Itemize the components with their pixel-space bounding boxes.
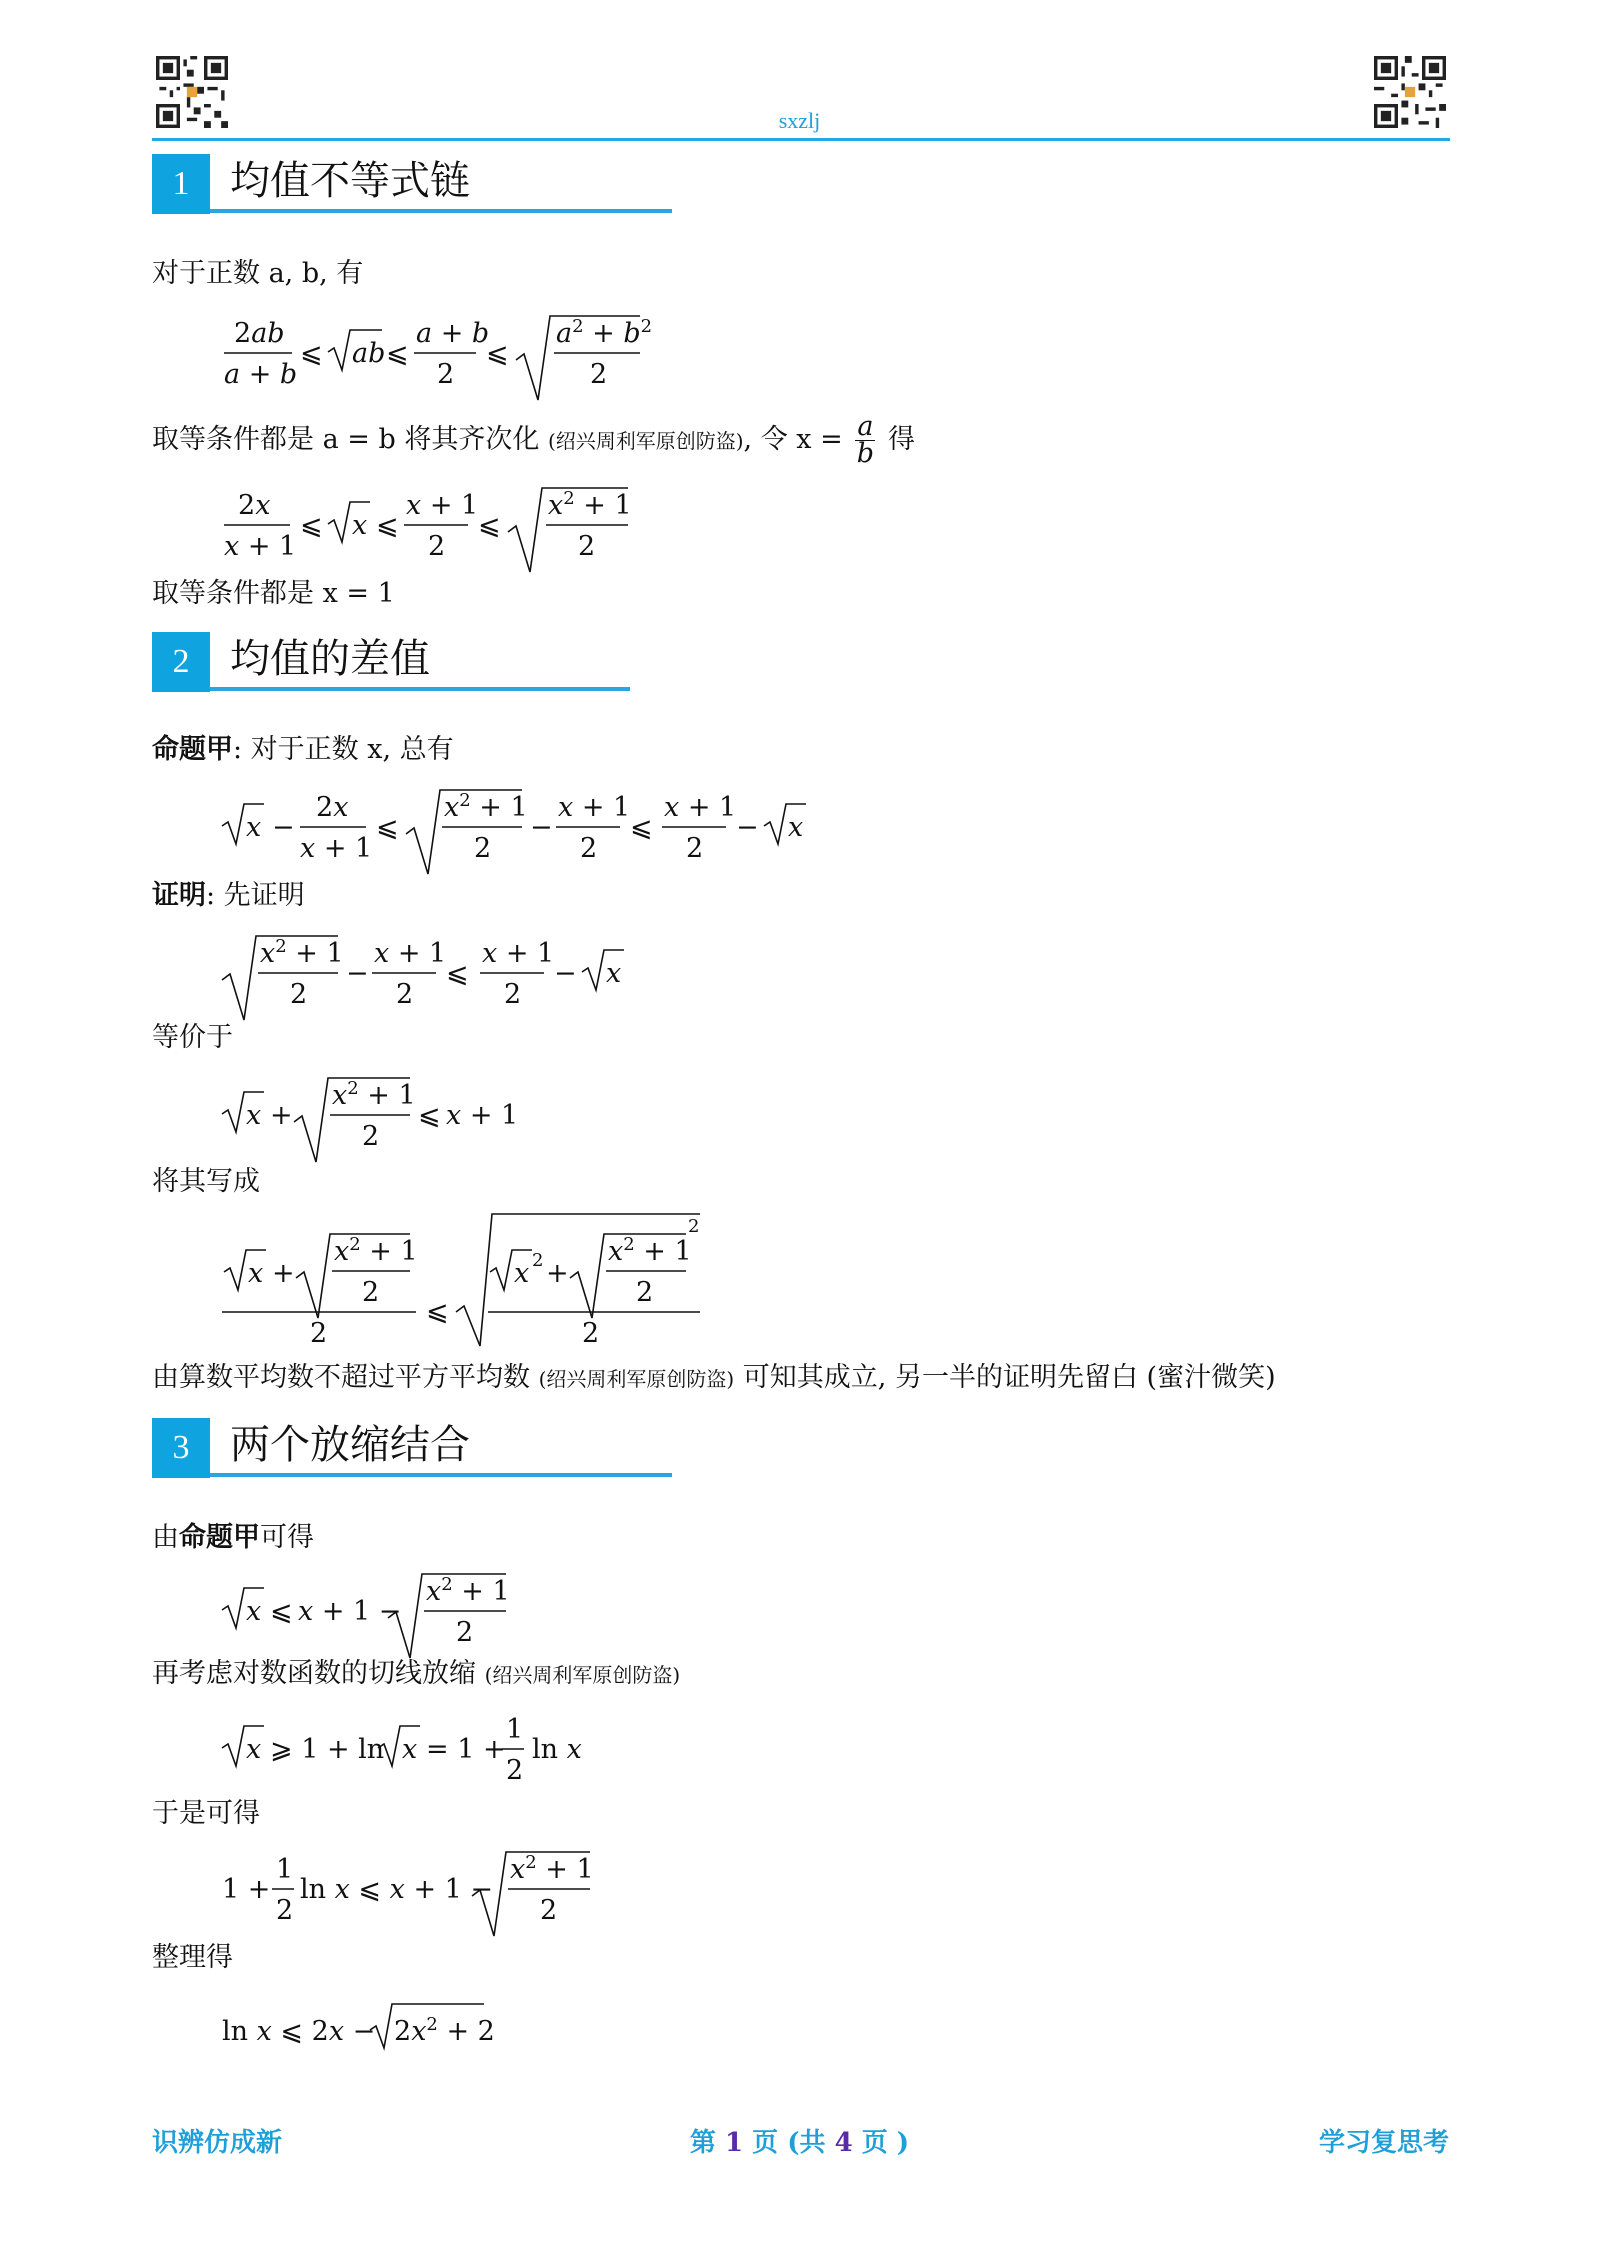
svg-text:x: x	[246, 1734, 262, 1765]
formula-bound-1	[220, 1570, 680, 1666]
svg-text:ab: ab	[352, 338, 386, 369]
svg-text:−: −	[346, 958, 369, 989]
svg-text:⩽: ⩽	[300, 510, 323, 541]
watermark-note: (绍兴周利军原创防盗)	[547, 429, 744, 453]
svg-text:x: x	[402, 1734, 418, 1765]
svg-text:2: 2	[310, 1318, 328, 1348]
svg-text:x2 + 1: $x^2 + 1$	[608, 1234, 692, 1267]
s1-equal-condition: 取等条件都是 a = b 将其齐次化 (绍兴周利军原创防盗), 令 x = $\frac{a}{b}$ 得	[152, 411, 916, 469]
svg-text:2: 2	[276, 1895, 294, 1926]
s3-from-proposition: 由命题甲可得	[152, 1522, 314, 1553]
section-underline	[210, 1473, 672, 1477]
svg-text:−: −	[736, 812, 759, 843]
formula-proof-step-1	[220, 932, 680, 1028]
svg-text:2: 2	[578, 531, 596, 562]
formula-equivalent	[220, 1074, 680, 1170]
svg-text:a2 + b2: $a^2 + b^2$	[556, 316, 653, 349]
svg-text:ln x ⩽ x + 1 −: ln x ⩽ x + 1 −	[300, 1874, 494, 1905]
footer-left-motto: 识辨仿成新	[152, 2128, 283, 2158]
svg-text:⩽: ⩽	[270, 1596, 293, 1627]
svg-text:ln x: ln x	[532, 1734, 582, 1765]
section-underline	[210, 209, 672, 213]
svg-text:⩽: ⩽	[630, 812, 653, 843]
header-site-name: sxzlj	[778, 108, 821, 133]
svg-text:x2 + 1: $x^2 + 1$	[332, 1078, 416, 1111]
svg-text:x + 1: x + 1	[224, 531, 297, 562]
svg-text:⩽: ⩽	[418, 1100, 441, 1131]
svg-text:x: x	[514, 1258, 530, 1289]
svg-text:x + 1: x + 1	[446, 1100, 519, 1131]
svg-text:x: x	[246, 812, 262, 843]
svg-text:⩽: ⩽	[486, 338, 509, 369]
svg-text:2: 2	[540, 1895, 558, 1926]
section-title: 均值的差值	[230, 636, 430, 682]
formula-mean-chain-ab	[220, 312, 680, 408]
section-number: 1	[152, 154, 210, 214]
svg-text:2: 2	[532, 1250, 544, 1271]
s3-tangent: 再考虑对数函数的切线放缩 (绍兴周利军原创防盗)	[152, 1658, 681, 1689]
svg-text:1: 1	[506, 1714, 524, 1745]
svg-text:⩽: ⩽	[386, 338, 409, 369]
formula-mean-chain-x	[220, 484, 680, 580]
svg-text:1 +: 1 +	[222, 1874, 271, 1905]
svg-text:x2 + 1: $x^2 + 1$	[334, 1234, 418, 1267]
svg-text:x2 + 1: $x^2 + 1$	[510, 1852, 594, 1885]
svg-text:= 1 +: = 1 +	[426, 1734, 506, 1765]
svg-text:2: 2	[504, 979, 522, 1010]
formula-log-tangent	[220, 1708, 680, 1804]
svg-text:⩽: ⩽	[300, 338, 323, 369]
svg-text:2: 2	[474, 833, 492, 864]
svg-text:x: x	[246, 1596, 262, 1627]
svg-text:2: 2	[636, 1277, 654, 1308]
s2-equivalent: 等价于	[152, 1022, 233, 1053]
svg-text:ln x ⩽ 2x −: ln x ⩽ 2x −	[222, 2016, 376, 2047]
s1-intro: 对于正数 a, b, 有	[152, 258, 364, 289]
svg-text:+: +	[272, 1258, 295, 1289]
proof-label: 证明	[152, 880, 206, 911]
svg-text:x + 1: x + 1	[374, 938, 447, 969]
svg-text:⩽: ⩽	[426, 1296, 449, 1327]
svg-text:+: +	[270, 1100, 293, 1131]
header-rule	[152, 138, 1450, 141]
svg-text:x + 1: x + 1	[558, 792, 631, 823]
formula-proposition-a	[220, 786, 840, 882]
page-total: 4	[834, 2128, 853, 2158]
svg-text:2x: 2x	[238, 490, 271, 521]
svg-text:x2 + 1: $x^2 + 1$	[426, 1574, 510, 1607]
svg-text:1: 1	[276, 1854, 294, 1885]
section-title: 均值不等式链	[230, 158, 470, 204]
svg-text:x: x	[246, 1100, 262, 1131]
watermark-note: (绍兴周利军原创防盗)	[484, 1663, 681, 1687]
svg-text:2: 2	[506, 1755, 524, 1786]
svg-text:2: 2	[590, 359, 608, 390]
svg-text:x + 1: x + 1	[482, 938, 555, 969]
svg-text:x: x	[606, 958, 622, 989]
s3-tidy: 整理得	[152, 1942, 233, 1973]
svg-text:2: 2	[437, 359, 455, 390]
svg-text:−: −	[530, 812, 553, 843]
fraction-a-over-b: $\frac{a}{b}$	[856, 411, 875, 469]
svg-text:2: 2	[362, 1121, 380, 1152]
proposition-label: 命题甲	[152, 734, 233, 765]
svg-text:a + b: a + b	[416, 318, 490, 349]
svg-text:2: 2	[580, 833, 598, 864]
svg-text:2: 2	[582, 1318, 600, 1348]
svg-text:2: 2	[396, 979, 414, 1010]
svg-text:⩽: ⩽	[478, 510, 501, 541]
s3-thus: 于是可得	[152, 1798, 260, 1829]
svg-text:a + b: a + b	[224, 359, 298, 390]
section-title: 两个放缩结合	[230, 1422, 470, 1468]
svg-text:x2 + 1: $x^2 + 1$	[260, 936, 344, 969]
svg-text:x2 + 1: $x^2 + 1$	[548, 488, 632, 521]
svg-text:⩾ 1 + ln: ⩾ 1 + ln	[270, 1734, 385, 1765]
section-underline	[210, 687, 630, 691]
svg-text:⩽: ⩽	[376, 812, 399, 843]
s2-rewrite: 将其写成	[152, 1166, 260, 1197]
svg-text:+: +	[546, 1258, 569, 1289]
svg-text:2: 2	[428, 531, 446, 562]
svg-text:⩽: ⩽	[376, 510, 399, 541]
svg-text:2x2 + 2: $2x^2 + 2$	[394, 2014, 495, 2047]
formula-rewrite	[220, 1212, 740, 1352]
svg-text:x: x	[788, 812, 804, 843]
svg-text:2x: 2x	[316, 792, 349, 823]
svg-text:−: −	[554, 958, 577, 989]
s1-equal-condition-2: 取等条件都是 x = 1	[152, 578, 395, 609]
footer-page-indicator: 第 1 页 (共 4 页 )	[689, 2128, 910, 2158]
svg-text:2: 2	[456, 1617, 474, 1648]
s2-conclusion: 由算数平均数不超过平方平均数 (绍兴周利军原创防盗) 可知其成立, 另一半的证明先留白 (蜜汁微笑)	[152, 1362, 1276, 1393]
footer-right-motto: 学习复思考	[1318, 2128, 1449, 2158]
formula-combined	[220, 1848, 680, 1944]
s2-proof: 证明: 先证明	[152, 880, 305, 911]
svg-text:2: 2	[686, 833, 704, 864]
svg-text:x: x	[352, 510, 368, 541]
section-number: 3	[152, 1418, 210, 1478]
s2-proposition: 命题甲: 对于正数 x, 总有	[152, 734, 454, 765]
svg-text:2: 2	[362, 1277, 380, 1308]
svg-text:x: x	[248, 1258, 264, 1289]
svg-text:⩽: ⩽	[446, 958, 469, 989]
svg-text:x2 + 1: $x^2 + 1$	[444, 790, 528, 823]
svg-text:x + 1: x + 1	[406, 490, 479, 521]
section-number: 2	[152, 632, 210, 692]
svg-text:−: −	[272, 812, 295, 843]
page-number: 1	[724, 2128, 744, 2158]
svg-text:x + 1 −: x + 1 −	[298, 1596, 402, 1627]
svg-text:2ab: 2ab	[234, 318, 285, 349]
svg-text:x + 1: x + 1	[300, 833, 373, 864]
watermark-note: (绍兴周利军原创防盗)	[538, 1367, 735, 1391]
formula-final	[220, 1990, 680, 2064]
svg-text:2: 2	[688, 1216, 700, 1237]
svg-text:x + 1: x + 1	[664, 792, 737, 823]
svg-text:2: 2	[290, 979, 308, 1010]
